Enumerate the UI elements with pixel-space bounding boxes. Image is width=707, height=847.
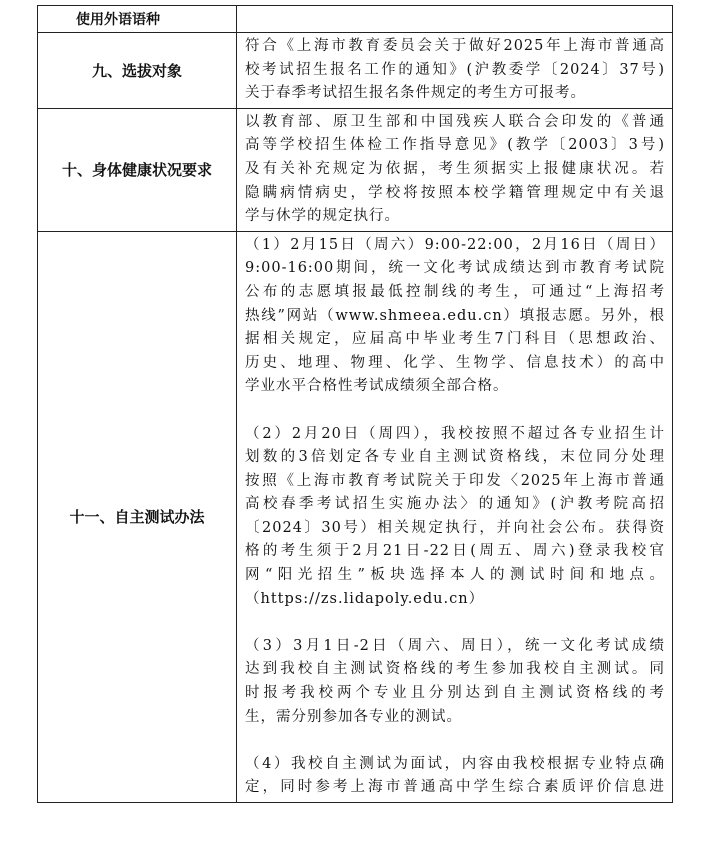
paragraph xyxy=(245,234,665,399)
paragraph xyxy=(245,635,665,729)
text-line: （1）2月15日（周六）9:00-22:00，2月16日（周日） xyxy=(245,236,665,253)
text-line: 关于春季考试招生报名条件规定的考生方可报考。 xyxy=(245,85,587,102)
text-line: 高校春季考试招生实施办法〉的通知》(沪教考院高招 xyxy=(245,496,665,513)
text-line: 格的考生须于2月21日-22日(周五、周六)登录我校官 xyxy=(245,543,665,560)
text-line: 高等学校招生体检工作指导意见》(教学〔2003〕3号) xyxy=(245,137,665,154)
admission-info-table xyxy=(37,5,673,803)
row-label: 十、身体健康状况要求 xyxy=(38,108,237,231)
text-line: （4）我校自主测试为面试，内容由我校根据专业特点确 xyxy=(245,755,665,772)
text-line: 以教育部、原卫生部和中国残疾人联合会印发的《普通 xyxy=(245,113,665,130)
text-line: 达到我校自主测试资格线的考生参加我校自主测试。同 xyxy=(245,661,665,678)
row-label: 使用外语语种 xyxy=(38,6,237,33)
row-label: 十一、自主测试办法 xyxy=(38,231,237,802)
text-line: 热线”网站（www.shmeea.edu.cn）填报志愿。另外，根 xyxy=(245,307,665,324)
text-line: 时报考我校两个专业且分别达到自主测试资格线的考 xyxy=(245,685,665,702)
text-line: （https://zs.lidapoly.edu.cn） xyxy=(245,590,485,607)
row-content xyxy=(237,231,673,802)
text-line: 据相关规定，应届高中毕业考生7门科目（思想政治、 xyxy=(245,331,665,348)
text-line: 历史、地理、物理、化学、生物学、信息技术）的高中 xyxy=(245,354,665,371)
table-row xyxy=(38,33,673,109)
paragraph-spacer xyxy=(245,611,665,635)
text-line: 〔2024〕30号）相关规定执行，并向社会公布。获得资 xyxy=(245,519,665,536)
text-line: 公布的志愿填报最低控制线的考生，可通过“上海招考 xyxy=(245,283,665,300)
text-line: 及有关补充规定为依据，考生须据实上报健康状况。若 xyxy=(245,160,665,177)
row-label: 九、选拔对象 xyxy=(38,33,237,109)
row-content xyxy=(237,108,673,231)
text-line: 隐瞒病情病史，学校将按照本校学籍管理规定中有关退 xyxy=(245,184,665,201)
table-row-foreign-language xyxy=(38,6,673,33)
text-line: 学业水平合格性考试成绩须全部合格。 xyxy=(245,378,509,395)
text-line: 划数的3倍划定各专业自主测试资格线，末位同分处理 xyxy=(245,449,665,466)
paragraph xyxy=(245,111,665,229)
text-line: （2）2月20日（周四），我校按照不超过各专业招生计 xyxy=(245,425,665,442)
text-line: 网“阳光招生”板块选择本人的测试时间和地点。 xyxy=(245,567,665,584)
table-row xyxy=(38,231,673,802)
paragraph xyxy=(245,753,665,800)
text-line: 生，需分别参加各专业的测试。 xyxy=(245,708,463,725)
paragraph-spacer xyxy=(245,399,665,423)
paragraph xyxy=(245,35,665,106)
table-row xyxy=(38,108,673,231)
text-line: 符合《上海市教育委员会关于做好2025年上海市普通高 xyxy=(245,38,665,54)
paragraph xyxy=(245,423,665,612)
text-line: 9:00-16:00期间，统一文化考试成绩达到市教育考试院 xyxy=(245,260,665,277)
text-line: 按照《上海市教育考试院关于印发〈2025年上海市普通 xyxy=(245,472,665,489)
paragraph-spacer xyxy=(245,729,665,753)
row-value xyxy=(237,6,673,33)
text-line: 学与休学的规定执行。 xyxy=(245,208,401,225)
row-content xyxy=(237,33,673,109)
text-line: （3）3月1日-2日（周六、周日），统一文化考试成绩 xyxy=(245,637,665,654)
text-line: 校考试招生报名工作的通知》(沪教委学〔2024〕37号) xyxy=(245,61,665,78)
text-line: 定，同时参考上海市普通高中学生综合素质评价信息进 xyxy=(245,779,665,796)
